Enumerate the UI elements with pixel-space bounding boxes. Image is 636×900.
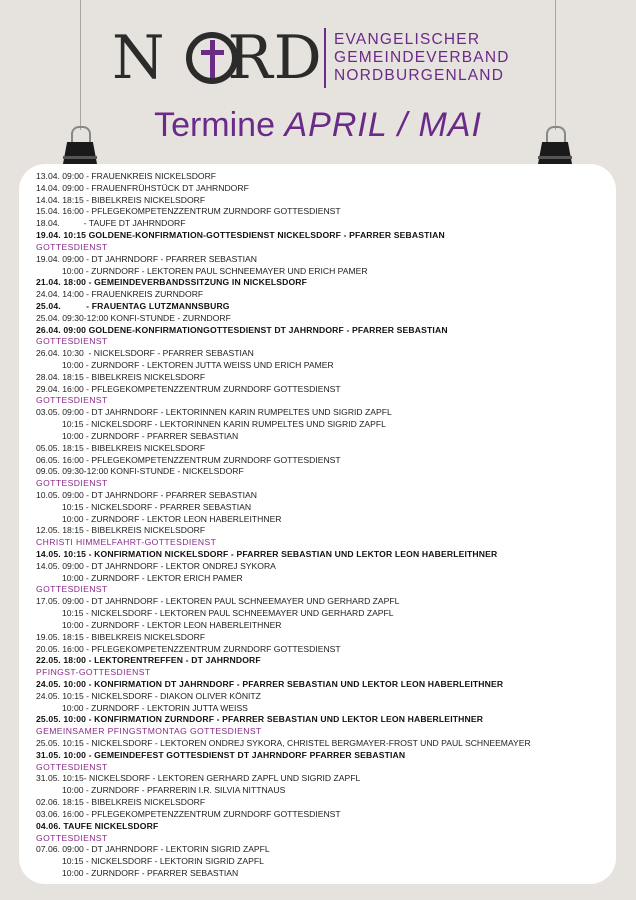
event-line: 24.05. 10:15 - NICKELSDORF - DIAKON OLIVER KÖNITZ bbox=[36, 690, 261, 701]
event-line: 06.05. 16:00 - PFLEGEKOMPETENZZENTRUM ZURNDORF GOTTESDIENST bbox=[36, 454, 341, 465]
event-category: GOTTESDIENST bbox=[36, 395, 108, 406]
logo bbox=[112, 23, 532, 93]
event-category: GOTTESDIENST bbox=[36, 336, 108, 347]
event-line: 10:00 - ZURNDORF - LEKTOR LEON HABERLEITHNER bbox=[62, 619, 282, 630]
event-line: 19.04. 10:15 GOLDENE-KONFIRMATION-GOTTESDIENST NICKELSDORF - PFARRER SEBASTIAN bbox=[36, 230, 445, 241]
event-line: 10:15 - NICKELSDORF - LEKTOREN PAUL SCHNEEMAYER UND GERHARD ZAPFL bbox=[62, 608, 394, 619]
event-line: 10:00 - ZURNDORF - LEKTOR LEON HABERLEITHNER bbox=[62, 513, 282, 524]
event-line: 15.04. 16:00 - PFLEGEKOMPETENZZENTRUM ZURNDORF GOTTESDIENST bbox=[36, 206, 341, 217]
event-category: PFINGST-GOTTESDIENST bbox=[36, 667, 151, 678]
event-line: 10:00 - ZURNDORF - PFARRER SEBASTIAN bbox=[62, 430, 239, 441]
event-line: 10:15 - NICKELSDORF - LEKTORIN SIGRID ZAPFL bbox=[62, 856, 264, 867]
event-category: GEMEINSAMER PFINGSTMONTAG GOTTESDIENST bbox=[36, 726, 262, 737]
event-line: 03.06. 16:00 - PFLEGEKOMPETENZZENTRUM ZURNDORF GOTTESDIENST bbox=[36, 808, 341, 819]
event-line: 19.05. 18:15 - BIBELKREIS NICKELSDORF bbox=[36, 631, 206, 642]
event-line: 10:00 - ZURNDORF - LEKTOREN JUTTA WEISS UND ERICH PAMER bbox=[62, 360, 334, 370]
event-line: 24.04. 14:00 - FRAUENKREIS ZURNDORF bbox=[36, 289, 204, 300]
event-category: GOTTESDIENST bbox=[36, 584, 108, 595]
event-line: 14.04. 18:15 - BIBELKREIS NICKELSDORF bbox=[36, 194, 206, 205]
logo-org-line: NORDBURGENLAND bbox=[334, 67, 505, 84]
event-line: 25.04. - FRAUENTAG LUTZMANNSBURG bbox=[36, 300, 230, 311]
event-line: 21.04. 18:00 - GEMEINDEVERBANDSSITZUNG IN NICKELSDORF bbox=[36, 277, 308, 288]
event-line: 10:00 - ZURNDORF - LEKTOR ERICH PAMER bbox=[62, 572, 243, 583]
schedule-card bbox=[19, 164, 616, 884]
event-line: 14.05. 09:00 - DT JAHRNDORF - LEKTOR ONDREJ SYKORA bbox=[36, 560, 276, 571]
event-list bbox=[36, 171, 616, 880]
event-line: 28.04. 18:15 - BIBELKREIS NICKELSDORF bbox=[36, 371, 206, 382]
event-line: 19.04. 09:00 - DT JAHRNDORF - PFARRER SEBASTIAN bbox=[36, 253, 257, 264]
event-line: 14.04. 09:00 - FRAUENFRÜHSTÜCK DT JAHRNDORF bbox=[36, 182, 249, 193]
cross-o-icon bbox=[186, 32, 238, 84]
logo-divider bbox=[324, 28, 326, 88]
event-line: 26.04. 09:00 GOLDENE-KONFIRMATIONGOTTESDIENST DT JAHRNDORF - PFARRER SEBASTIAN bbox=[36, 324, 448, 335]
event-line: 18.04. - TAUFE DT JAHRNDORF bbox=[36, 218, 186, 229]
event-line: 09.05. 09:30-12:00 KONFI-STUNDE - NICKELSDORF bbox=[36, 466, 244, 477]
event-line: 05.05. 18:15 - BIBELKREIS NICKELSDORF bbox=[36, 442, 206, 453]
event-category: GOTTESDIENST bbox=[36, 832, 108, 843]
event-category: GOTTESDIENST bbox=[36, 761, 108, 772]
event-line: 17.05. 09:00 - DT JAHRNDORF - LEKTOREN PAUL SCHNEEMAYER UND GERHARD ZAPFL bbox=[36, 596, 400, 607]
event-line: 31.05. 10:00 - GEMEINDEFEST GOTTESDIENST DT JAHRNDORF PFARRER SEBASTIAN bbox=[36, 749, 406, 760]
event-category: GOTTESDIENST bbox=[36, 478, 108, 489]
event-line: 20.05. 16:00 - PFLEGEKOMPETENZZENTRUM ZURNDORF GOTTESDIENST bbox=[36, 643, 341, 654]
logo-letter-n: N bbox=[112, 23, 166, 93]
title-prefix: Termine bbox=[154, 106, 276, 144]
logo-org-name bbox=[334, 31, 510, 85]
event-line: 10:00 - ZURNDORF - LEKTOREN PAUL SCHNEEMAYER UND ERICH PAMER bbox=[62, 265, 368, 276]
event-line: 22.05. 18:00 - LEKTORENTREFFEN - DT JAHRNDORF bbox=[36, 655, 261, 666]
logo-org-line: EVANGELISCHER bbox=[334, 31, 481, 48]
event-category: GOTTESDIENST bbox=[36, 241, 108, 252]
event-category: CHRISTI HIMMELFAHRT-GOTTESDIENST bbox=[36, 537, 217, 548]
event-line: 07.06. 09:00 - DT JAHRNDORF - LEKTORIN SIGRID ZAPFL bbox=[36, 844, 270, 855]
event-line: 10:00 - ZURNDORF - PFARRER SEBASTIAN bbox=[62, 867, 239, 878]
event-line: 03.05. 09:00 - DT JAHRNDORF - LEKTORINNEN KARIN RUMPELTES UND SIGRID ZAPFL bbox=[36, 407, 392, 418]
logo-letters-rd: RD bbox=[227, 23, 323, 93]
event-line: 10:00 - ZURNDORF - PFARRERIN I.R. SILVIA NITTNAUS bbox=[62, 785, 286, 796]
event-line: 12.05. 18:15 - BIBELKREIS NICKELSDORF bbox=[36, 525, 206, 536]
event-line: 10:15 - NICKELSDORF - PFARRER SEBASTIAN bbox=[62, 501, 252, 512]
event-line: 10:15 - NICKELSDORF - LEKTORINNEN KARIN RUMPELTES UND SIGRID ZAPFL bbox=[62, 419, 386, 430]
event-line: 25.05. 10:00 - KONFIRMATION ZURNDORF - PFARRER SEBASTIAN UND LEKTOR LEON HABERLEITHNER bbox=[36, 714, 484, 725]
event-line: 13.04. 09:00 - FRAUENKREIS NICKELSDORF bbox=[36, 171, 217, 181]
logo-org-line: GEMEINDEVERBAND bbox=[334, 49, 510, 66]
event-line: 25.05. 10:15 - NICKELSDORF - LEKTOREN ONDREJ SYKORA, CHRISTEL BERGMAYER-FROST UND PAUL SCHNEEMAYER bbox=[36, 738, 531, 748]
event-line: 26.04. 10:30 - NICKELSDORF - PFARRER SEBASTIAN bbox=[36, 348, 254, 359]
event-line: 14.05. 10:15 - KONFIRMATION NICKELSDORF - PFARRER SEBASTIAN UND LEKTOR LEON HABERLEITHNER bbox=[36, 549, 498, 559]
page-title bbox=[0, 106, 636, 145]
event-line: 29.04. 16:00 - PFLEGEKOMPETENZZENTRUM ZURNDORF GOTTESDIENST bbox=[36, 383, 341, 394]
event-line: 02.06. 18:15 - BIBELKREIS NICKELSDORF bbox=[36, 797, 206, 808]
event-line: 10:00 - ZURNDORF - LEKTORIN JUTTA WEISS bbox=[62, 702, 248, 713]
title-months: APRIL / MAI bbox=[284, 106, 482, 144]
event-line: 24.05. 10:00 - KONFIRMATION DT JAHRNDORF - PFARRER SEBASTIAN UND LEKTOR LEON HABERLEITHNER bbox=[36, 678, 504, 689]
event-line: 31.05. 10:15- NICKELSDORF - LEKTOREN GERHARD ZAPFL UND SIGRID ZAPFL bbox=[36, 773, 361, 784]
event-line: 04.06. TAUFE NICKELSDORF bbox=[36, 820, 159, 831]
event-line: 10.05. 09:00 - DT JAHRNDORF - PFARRER SEBASTIAN bbox=[36, 489, 257, 500]
event-line: 25.04. 09:30-12:00 KONFI-STUNDE - ZURNDORF bbox=[36, 312, 231, 323]
